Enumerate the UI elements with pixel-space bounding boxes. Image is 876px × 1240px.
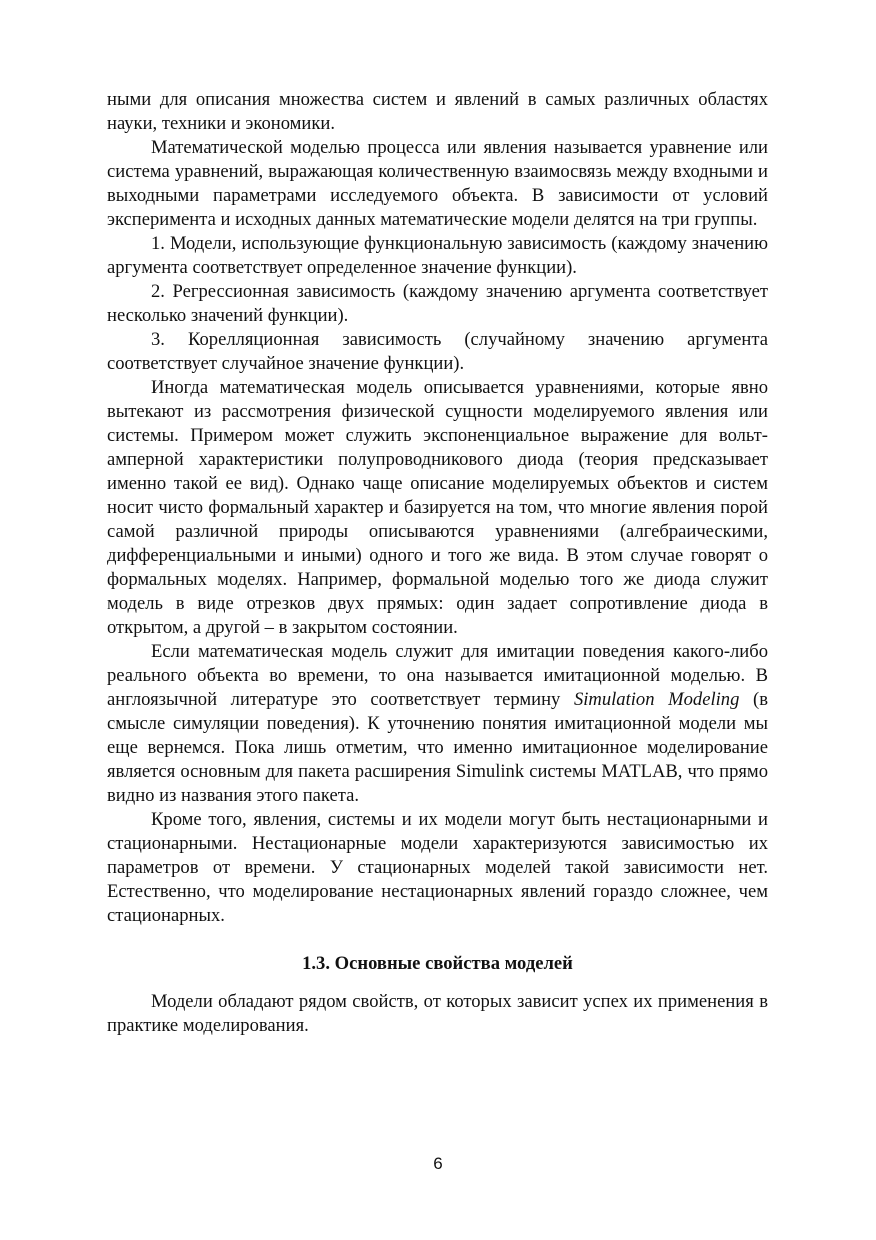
list-item-correlation: 3. Корелляционная зависимость (случайному значению аргумента соответствует случайное значение функции). <box>107 329 768 374</box>
paragraph-model-properties: Модели обладают рядом свойств, от которых зависит успех их применения в практике моделирования. <box>107 991 768 1036</box>
simulation-text-before: Если математическая модель служит для имитации поведения какого-либо реального объекта во времени, то она называется имитационной моделью. В англоязычной литературе это соответствует термину <box>107 641 768 710</box>
paragraph-formal-models: Иногда математическая модель описывается уравнениями, которые явно вытекают из рассмотрения физической сущности моделируемого явления или системы. Примером может служить экспоненциальное выражение для вольт-амперной характеристики полупроводникового диода (теория предсказывает именно такой ее вид). Однако чаще описание моделируемых объектов и систем носит чисто формальный характер и базируется на том, что многие явления порой самой различной природы описываются уравнениями (алгебраическими, дифференциальными и иными) одного и того же вида. В этом случае говорят о формальных моделях. Например, формальной моделью того же диода служит модель в виде отрезков двух прямых: один задает сопротивление диода в открытом, а другой – в закрытом состоянии. <box>107 377 768 638</box>
paragraph-simulation <box>107 640 768 808</box>
paragraph-continuation: ными для описания множества систем и явлений в самых различных областях науки, техники и экономики. <box>107 89 768 134</box>
simulation-term-italic: Simulation Modeling <box>573 689 740 710</box>
paragraph-stationary: Кроме того, явления, системы и их модели могут быть нестационарными и стационарными. Нестационарные модели характеризуются зависимостью их параметров от времени. У стационарных моделей такой зависимости нет. Естественно, что моделирование нестационарных явлений гораздо сложнее, чем стационарных. <box>107 809 768 926</box>
list-item-functional: 1. Модели, использующие функциональную зависимость (каждому значению аргумента соответствует определенное значение функции). <box>107 233 768 278</box>
paragraph-model-definition: Математической моделью процесса или явления называется уравнение или система уравнений, выражающая количественную взаимосвязь между входными и выходными параметрами исследуемого объекта. В зависимости от условий эксперимента и исходных данных математические модели делятся на три группы. <box>107 137 768 230</box>
page-number: 6 <box>433 1154 443 1173</box>
document-page <box>107 88 768 1038</box>
simulation-text-after: (в смысле симуляции поведения). К уточнению понятия имитационной модели мы еще вернемся. Пока лишь отметим, что именно имитационное моделирование является основным для пакета расширения Simulink системы MATLAB, что прямо видно из названия этого пакета. <box>107 689 768 806</box>
list-item-regression: 2. Регрессионная зависимость (каждому значению аргумента соответствует несколько значений функции). <box>107 281 768 326</box>
section-heading: 1.3. Основные свойства моделей <box>302 953 573 974</box>
